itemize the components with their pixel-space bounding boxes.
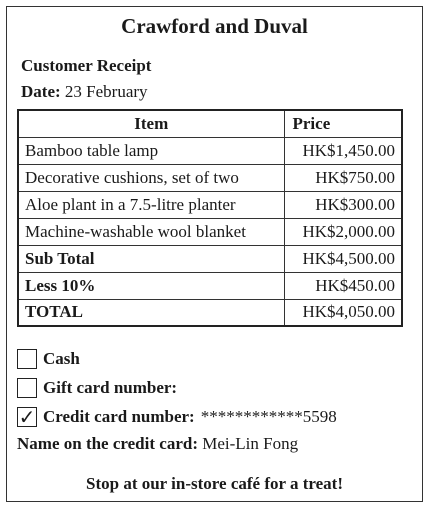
date-label: Date: [21,82,61,101]
name-on-card-label: Name on the credit card: [17,434,198,453]
cash-checkbox[interactable] [17,349,37,369]
discount-label: Less 10% [18,272,284,299]
table-row [18,164,402,191]
name-on-card-value: Mei-Lin Fong [202,434,299,453]
payment-cash [17,344,337,373]
row-price: HK$1,450.00 [284,137,402,164]
row-item: Decorative cushions, set of two [18,164,284,191]
date-line [21,82,148,102]
row-price: HK$300.00 [284,191,402,218]
table-row [18,218,402,245]
date-value: 23 February [64,82,148,101]
header-price: Price [284,110,402,137]
row-price: HK$750.00 [284,164,402,191]
name-on-card-line [17,434,298,454]
footer-message: Stop at our in-store café for a treat! [86,474,343,493]
subtotal-value: HK$4,500.00 [284,245,402,272]
header-item: Item [18,110,284,137]
discount-value: HK$450.00 [284,272,402,299]
total-value: HK$4,050.00 [284,299,402,326]
row-item: Aloe plant in a 7.5-litre planter [18,191,284,218]
gift-card-label: Gift card number: [43,377,178,397]
cash-label: Cash [43,348,80,368]
discount-row [18,272,402,299]
check-mark-icon: ✓ [18,404,36,429]
subtotal-row [18,245,402,272]
credit-card-number: ************5598 [200,406,337,426]
subtotal-label: Sub Total [18,245,284,272]
payment-credit-card [17,402,337,431]
credit-card-checkbox[interactable] [17,404,37,429]
total-label: TOTAL [18,299,284,326]
items-table [17,109,403,327]
receipt [6,6,423,502]
store-name: Crawford and Duval [121,14,308,38]
table-row [18,191,402,218]
row-item: Bamboo table lamp [18,137,284,164]
total-row [18,299,402,326]
row-price: HK$2,000.00 [284,218,402,245]
row-item: Machine-washable wool blanket [18,218,284,245]
payment-gift-card [17,373,337,402]
payment-options [17,344,337,431]
credit-card-label: Credit card number: [43,406,195,426]
receipt-heading: Customer Receipt [21,56,152,75]
gift-card-checkbox[interactable] [17,378,37,398]
table-row [18,137,402,164]
table-header-row [18,110,402,137]
